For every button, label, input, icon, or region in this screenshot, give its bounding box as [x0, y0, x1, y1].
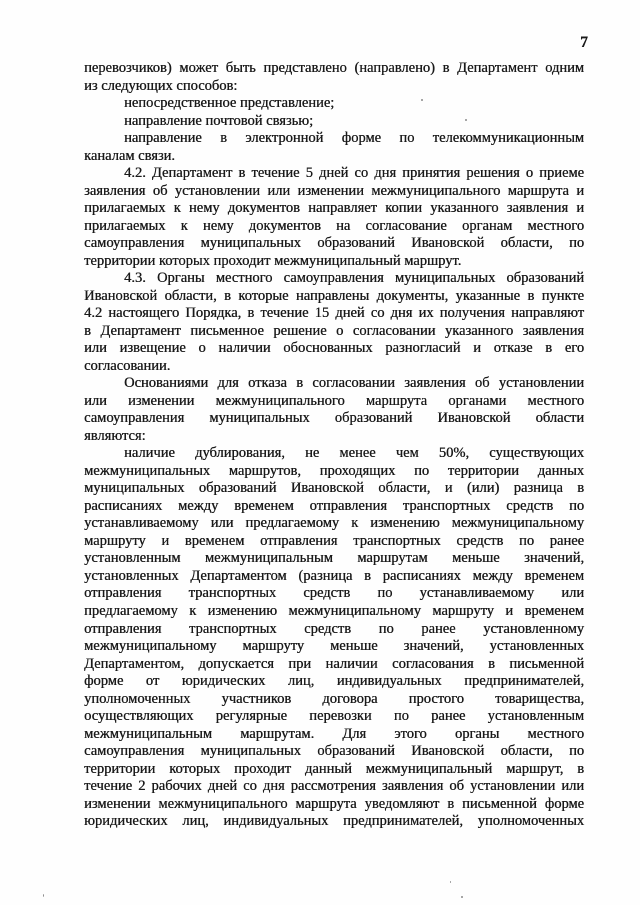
text-line: расписаниях между временем отправления транспортных средств по	[84, 497, 584, 514]
text-line: установленных Департаментом (разница в расписаниях между временем	[84, 567, 584, 584]
text-line: или изменении межмуниципального маршрута органами местного	[84, 392, 584, 409]
text-line: уполномоченных участников договора простого товарищества,	[84, 690, 584, 707]
text-line: наличие дублирования, не менее чем 50%, существующих	[124, 445, 584, 462]
text-line: юридических лиц, индивидуальных предпринимателей, уполномоченных	[84, 813, 584, 830]
text-line: территории которых проходит межмуниципальный маршрут.	[84, 252, 462, 269]
text-line: прилагаемых к нему документов на согласование органам местного	[84, 217, 584, 234]
text-line: изменении межмуниципального маршрута уведомляют в письменной форме	[84, 795, 584, 812]
paragraph	[84, 113, 584, 131]
paragraph	[84, 60, 584, 95]
text-line: заявления об установлении или изменении межмуниципального маршрута и	[84, 182, 584, 199]
text-line: или извещение о наличии обоснованных разногласий и отказе в его	[84, 340, 584, 357]
paragraph	[84, 130, 584, 165]
text-line: непосредственное представление;	[124, 95, 335, 112]
text-line: являются:	[84, 427, 146, 444]
text-line: перевозчиков) может быть представлено (направлено) в Департамент одним	[84, 60, 584, 76]
text-line: 4.3. Органы местного самоуправления муниципальных образований	[124, 270, 584, 287]
text-line: в Департамент письменное решение о согласовании указанного заявления	[84, 322, 584, 339]
scan-speck	[461, 896, 463, 898]
text-line: направление в электронной форме по телекоммуникационным	[124, 130, 584, 147]
text-line: 4.2. Департамент в течение 5 дней со дня принятия решения о приеме	[124, 165, 584, 182]
text-line: каналам связи.	[84, 147, 175, 164]
text-line: из следующих способов:	[84, 77, 238, 94]
text-line: муниципальных образований Ивановской области, и (или) разница в	[84, 480, 584, 497]
text-line: отправления транспортных средств по ранее установленному	[84, 620, 584, 637]
text-line: самоуправления муниципальных образований Ивановской области, по	[84, 743, 584, 760]
text-line: маршруту и временем отправления транспортных средств по ранее	[84, 532, 584, 549]
paragraph	[84, 95, 584, 113]
paragraph	[84, 165, 584, 270]
scan-speck	[465, 119, 467, 121]
text-line: течение 2 рабочих дней со дня рассмотрения заявления об установлении или	[84, 778, 584, 795]
paragraph	[84, 445, 584, 830]
text-line: форме от юридических лиц, индивидуальных предпринимателей,	[84, 673, 584, 690]
text-line: предлагаемому к изменению межмуниципальному маршруту и временем	[84, 602, 584, 619]
text-line: согласовании.	[84, 357, 171, 374]
text-line: устанавливаемому или предлагаемому к изменению межмуниципальному	[84, 515, 584, 532]
scan-speck	[43, 894, 44, 897]
text-line: направление почтовой связью;	[124, 112, 314, 129]
scan-speck	[450, 881, 451, 883]
text-line: Департаментом, допускается при наличии согласования в письменной	[84, 655, 584, 672]
text-line: прилагаемых к нему документов направляет копии указанного заявления и	[84, 200, 584, 217]
text-line: отправления транспортных средств по устанавливаемому или	[84, 585, 584, 602]
text-line: осуществляющих регулярные перевозки по ранее установленным	[84, 708, 584, 725]
document-body	[84, 60, 584, 831]
text-line: территории которых проходит данный межмуниципальный маршрут, в	[84, 760, 584, 777]
text-line: межмуниципальному маршруту меньше значений, установленных	[84, 638, 584, 655]
text-line: самоуправления муниципальных образований Ивановской области, по	[84, 235, 584, 252]
paragraph	[84, 375, 584, 445]
text-line: Основаниями для отказа в согласовании заявления об установлении	[124, 375, 584, 392]
text-line: самоуправления муниципальных образований Ивановской области	[84, 410, 584, 427]
text-line: установленным межмуниципальным маршрутам меньше значений,	[84, 550, 584, 567]
text-line: межмуниципальных маршрутов, проходящих по территории данных	[84, 462, 584, 479]
paragraph	[84, 270, 584, 375]
text-line: межмуниципальным маршрутам. Для этого органы местного	[84, 725, 584, 742]
text-line: 4.2 настоящего Порядка, в течение 15 дней со дня их получения направляют	[84, 305, 584, 322]
scan-speck	[421, 99, 423, 101]
page-number: 7	[580, 34, 588, 51]
text-line: Ивановской области, в которые направлены документы, указанные в пункте	[84, 287, 584, 304]
